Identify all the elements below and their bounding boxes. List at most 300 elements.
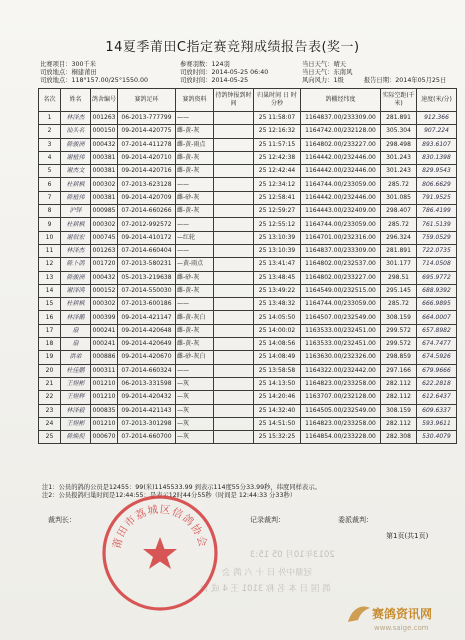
table-row bbox=[39, 178, 457, 191]
col-header: 赛鸽足环 bbox=[118, 89, 176, 112]
table-cell: 695.9772 bbox=[417, 271, 457, 284]
table-cell: 雌-黄-灰 bbox=[176, 284, 214, 297]
table-cell: 301.243 bbox=[381, 165, 417, 178]
col-header: 持鸽钟报到时间 bbox=[214, 89, 254, 112]
table-cell bbox=[214, 178, 254, 191]
table-cell bbox=[214, 298, 254, 311]
table-cell: 1164505.00/232549.00 bbox=[301, 404, 381, 417]
table-cell bbox=[214, 138, 254, 151]
table-cell: 07-2014-660324 bbox=[118, 364, 176, 377]
table-cell: 25 bbox=[39, 431, 61, 444]
pigeon-logo-icon bbox=[348, 607, 370, 622]
table-cell: 4 bbox=[39, 151, 61, 164]
table-cell: —— bbox=[176, 298, 214, 311]
table-row bbox=[39, 364, 457, 377]
table-cell: 07-2013-623128 bbox=[118, 178, 176, 191]
table-cell: 陈植伟 bbox=[61, 191, 91, 204]
table-header-row bbox=[39, 89, 457, 112]
table-cell: 25 14:05:50 bbox=[254, 311, 301, 324]
table-cell: 000302 bbox=[91, 218, 118, 231]
table-cell bbox=[214, 351, 254, 364]
table-cell: 000432 bbox=[91, 271, 118, 284]
table-cell: 09-2014-410172 bbox=[118, 231, 176, 244]
table-cell: 雌-砂-灰 bbox=[176, 191, 214, 204]
appointed-judge-label: 委派裁判： bbox=[338, 516, 373, 524]
table-cell bbox=[214, 112, 254, 125]
table-cell: 王煜彬 bbox=[61, 377, 91, 390]
table-row bbox=[39, 191, 457, 204]
table-cell: 25 11:57:15 bbox=[254, 138, 301, 151]
table-cell: 664.0007 bbox=[417, 311, 457, 324]
table-cell: 09-2014-420432 bbox=[118, 391, 176, 404]
table-cell: 2 bbox=[39, 125, 61, 138]
table-cell: 王煜辉 bbox=[61, 391, 91, 404]
col-header: 名次 bbox=[39, 89, 61, 112]
table-cell: 001263 bbox=[91, 112, 118, 125]
table-cell: 1164742.00/232128.00 bbox=[301, 125, 381, 138]
table-cell: 000381 bbox=[91, 191, 118, 204]
table-cell: 1164443.00/232409.00 bbox=[301, 205, 381, 218]
table-cell: 22 bbox=[39, 391, 61, 404]
table-cell: 汕头名 bbox=[61, 125, 91, 138]
table-cell bbox=[214, 231, 254, 244]
page-number: 第1页(共1页) bbox=[386, 532, 429, 540]
table-cell: 07-2012-992572 bbox=[118, 218, 176, 231]
table-cell: 001720 bbox=[91, 258, 118, 271]
table-cell: 25 15:32:25 bbox=[254, 431, 301, 444]
table-cell bbox=[214, 431, 254, 444]
table-cell: 10 bbox=[39, 231, 61, 244]
table-cell: 679.9666 bbox=[417, 364, 457, 377]
table-cell: —— bbox=[176, 218, 214, 231]
table-cell bbox=[214, 377, 254, 390]
table-cell: —灰 bbox=[176, 377, 214, 390]
table-cell: 谢泽鸿 bbox=[61, 284, 91, 297]
info-item: 报告日期：2014年05月25日 bbox=[363, 77, 447, 84]
table-cell: 657.8982 bbox=[417, 324, 457, 337]
table-cell: 9 bbox=[39, 218, 61, 231]
table-cell: —— bbox=[176, 364, 214, 377]
table-cell: 林泽鹅 bbox=[61, 311, 91, 324]
info-item: 比赛项目：300千米 bbox=[40, 61, 97, 68]
table-cell: 301.177 bbox=[381, 258, 417, 271]
table-cell: 09-2014-420648 bbox=[118, 324, 176, 337]
table-cell: —灰 bbox=[176, 391, 214, 404]
table-cell: 000241 bbox=[91, 324, 118, 337]
table-cell: 王煜彬 bbox=[61, 417, 91, 430]
table-cell: 1164442.00/232446.00 bbox=[301, 191, 381, 204]
table-cell: —— bbox=[176, 244, 214, 257]
table-cell: —— bbox=[176, 112, 214, 125]
table-row bbox=[39, 338, 457, 351]
table-cell: 308.159 bbox=[381, 404, 417, 417]
table-cell: 791.9525 bbox=[417, 191, 457, 204]
table-cell: 13 bbox=[39, 271, 61, 284]
table-cell: 25 12:59:27 bbox=[254, 205, 301, 218]
table-cell: 25 12:16:32 bbox=[254, 125, 301, 138]
table-row bbox=[39, 244, 457, 257]
table-cell: 19 bbox=[39, 351, 61, 364]
table-cell: 000745 bbox=[91, 231, 118, 244]
results-table bbox=[38, 88, 457, 444]
table-cell: 285.72 bbox=[381, 218, 417, 231]
table-cell: 299.572 bbox=[381, 338, 417, 351]
col-header: 赛鸽资料 bbox=[176, 89, 214, 112]
table-cell: 09-2014-420670 bbox=[118, 351, 176, 364]
table-cell: 000241 bbox=[91, 338, 118, 351]
table-cell: 23 bbox=[39, 404, 61, 417]
table-cell: 282.112 bbox=[381, 377, 417, 390]
table-cell: 305.304 bbox=[381, 125, 417, 138]
table-cell: 杜佳鹏 bbox=[61, 364, 91, 377]
table-cell: 1163533.00/232451.00 bbox=[301, 338, 381, 351]
bleed-through-text: 鸽 国 日 本 名 称 3101 王 4 成 台 bbox=[200, 584, 331, 594]
col-header: 鸽棚经纬度 bbox=[301, 89, 381, 112]
table-cell: 688.9392 bbox=[417, 284, 457, 297]
table-cell: 001263 bbox=[91, 244, 118, 257]
table-cell: —黄-雨点 bbox=[176, 258, 214, 271]
table-cell: 25 14:00:02 bbox=[254, 324, 301, 337]
table-cell: 雌-砂-灰 bbox=[176, 271, 214, 284]
table-row bbox=[39, 377, 457, 390]
table-cell: 06-2013-331598 bbox=[118, 377, 176, 390]
table-cell: 25 12:55:12 bbox=[254, 218, 301, 231]
table-cell: 雌-黄-灰 bbox=[176, 338, 214, 351]
info-item: 参赛羽数：124羽 bbox=[180, 61, 230, 68]
table-cell: 1164823.00/233258.00 bbox=[301, 417, 381, 430]
table-cell: 谢植伟 bbox=[61, 151, 91, 164]
table-cell: 530.4079 bbox=[417, 431, 457, 444]
table-cell: 陈骏洲 bbox=[61, 271, 91, 284]
table-cell: 298.498 bbox=[381, 138, 417, 151]
table-cell: 281.891 bbox=[381, 244, 417, 257]
table-cell: 282.112 bbox=[381, 417, 417, 430]
info-item: 风向风力：1级 bbox=[302, 77, 344, 84]
table-cell: 1164507.00/232549.00 bbox=[301, 311, 381, 324]
table-cell: —— bbox=[176, 178, 214, 191]
table-row bbox=[39, 205, 457, 218]
official-seal-stamp bbox=[98, 491, 222, 615]
table-cell: 722.0735 bbox=[417, 244, 457, 257]
table-cell: 雌-黄-灰 bbox=[176, 165, 214, 178]
table-cell bbox=[214, 244, 254, 257]
table-row bbox=[39, 284, 457, 297]
table-cell: 25 12:42:44 bbox=[254, 165, 301, 178]
table-row bbox=[39, 231, 457, 244]
table-cell: 786.4199 bbox=[417, 205, 457, 218]
table-cell: 沪铎 bbox=[61, 205, 91, 218]
table-cell: 714.0508 bbox=[417, 258, 457, 271]
table-row bbox=[39, 311, 457, 324]
table-cell bbox=[214, 271, 254, 284]
table-cell: 07-2014-660266 bbox=[118, 205, 176, 218]
table-cell: —灰 bbox=[176, 417, 214, 430]
table-cell: 296.324 bbox=[381, 231, 417, 244]
table-cell: 001210 bbox=[91, 417, 118, 430]
table-cell: 1164837.00/233309.00 bbox=[301, 244, 381, 257]
info-item: 当日天气：东南风 bbox=[302, 69, 353, 76]
table-cell: 830.1398 bbox=[417, 151, 457, 164]
table-cell: 000835 bbox=[91, 404, 118, 417]
table-cell: 1164837.00/233309.00 bbox=[301, 112, 381, 125]
table-cell: 林泽杰 bbox=[61, 112, 91, 125]
table-cell: 18 bbox=[39, 338, 61, 351]
table-cell: 893.6107 bbox=[417, 138, 457, 151]
table-cell: 25 13:48:45 bbox=[254, 271, 301, 284]
table-cell: 282.308 bbox=[381, 431, 417, 444]
table-cell bbox=[214, 417, 254, 430]
table-cell: 282.112 bbox=[381, 391, 417, 404]
table-row bbox=[39, 165, 457, 178]
table-cell: 09-2014-420649 bbox=[118, 338, 176, 351]
table-cell: 1164744.00/233059.00 bbox=[301, 218, 381, 231]
table-cell: 829.9543 bbox=[417, 165, 457, 178]
info-item: 司放地点：桐建莆田 bbox=[40, 69, 97, 76]
table-cell: 25 13:10:39 bbox=[254, 244, 301, 257]
table-cell: 07-2013-600186 bbox=[118, 298, 176, 311]
table-row bbox=[39, 404, 457, 417]
table-cell: 1164744.00/233059.00 bbox=[301, 178, 381, 191]
table-cell: 000399 bbox=[91, 311, 118, 324]
table-cell: 301.243 bbox=[381, 151, 417, 164]
table-cell: 000985 bbox=[91, 205, 118, 218]
table-cell: 1164854.00/233228.00 bbox=[301, 431, 381, 444]
table-cell: 07-2013-301298 bbox=[118, 417, 176, 430]
table-cell: 25 14:51:50 bbox=[254, 417, 301, 430]
table-row bbox=[39, 351, 457, 364]
table-cell: 1163533.00/232451.00 bbox=[301, 324, 381, 337]
table-cell: 陈卜鸽 bbox=[61, 258, 91, 271]
table-cell: 06-2013-777799 bbox=[118, 112, 176, 125]
col-header: 鸽舍编号 bbox=[91, 89, 118, 112]
table-cell: 雌-黄-灰 bbox=[176, 324, 214, 337]
table-cell: 07-2014-660700 bbox=[118, 431, 176, 444]
table-cell: 912.366 bbox=[417, 112, 457, 125]
table-row bbox=[39, 258, 457, 271]
table-cell: 雌-黄-灰白 bbox=[176, 311, 214, 324]
info-item: 当日天气：晴天 bbox=[302, 61, 347, 68]
table-cell: 14 bbox=[39, 284, 61, 297]
table-cell: 09-2014-420709 bbox=[118, 191, 176, 204]
table-cell: 25 13:48:32 bbox=[254, 298, 301, 311]
table-cell: 25 13:41:47 bbox=[254, 258, 301, 271]
table-cell bbox=[214, 205, 254, 218]
table-cell: 1164549.00/232515.00 bbox=[301, 284, 381, 297]
table-cell: 雌-黄-灰 bbox=[176, 125, 214, 138]
table-row bbox=[39, 112, 457, 125]
table-cell: 674.5926 bbox=[417, 351, 457, 364]
table-cell: 林泽毅 bbox=[61, 404, 91, 417]
table-cell bbox=[214, 338, 254, 351]
table-cell: 299.572 bbox=[381, 324, 417, 337]
table-cell bbox=[214, 165, 254, 178]
info-item: 司放地点：118°157.00/25°1550.00 bbox=[40, 77, 149, 84]
table-cell: 25 13:49:22 bbox=[254, 284, 301, 297]
footnote: 注2：公员报鸽归巢时间是12:44:55：是表示12时44分55秒（时间是 12:44:33 分33秒） bbox=[42, 492, 297, 499]
table-cell: 25 11:58:07 bbox=[254, 112, 301, 125]
table-cell: 000432 bbox=[91, 138, 118, 151]
table-cell: 雌-黄-灰 bbox=[176, 205, 214, 218]
table-cell: 609.6337 bbox=[417, 404, 457, 417]
table-cell: 001210 bbox=[91, 377, 118, 390]
chief-judge-label: 裁判长： bbox=[48, 516, 76, 524]
table-cell: 17 bbox=[39, 324, 61, 337]
table-cell: 298.407 bbox=[381, 205, 417, 218]
table-row bbox=[39, 431, 457, 444]
table-row bbox=[39, 218, 457, 231]
table-row bbox=[39, 324, 457, 337]
table-cell: 11 bbox=[39, 244, 61, 257]
table-cell: 301.085 bbox=[381, 191, 417, 204]
table-cell: 1164823.00/233258.00 bbox=[301, 377, 381, 390]
table-row bbox=[39, 151, 457, 164]
table-cell: 1164442.00/232446.00 bbox=[301, 165, 381, 178]
table-cell: 09-2014-420775 bbox=[118, 125, 176, 138]
table-cell: 1164442.00/232446.00 bbox=[301, 151, 381, 164]
table-cell: 1164701.00/232316.00 bbox=[301, 231, 381, 244]
page-title: 14夏季莆田C指定赛竞翔成绩报告表(奖一) bbox=[105, 40, 360, 55]
table-cell: 000670 bbox=[91, 431, 118, 444]
table-cell: 298.51 bbox=[381, 271, 417, 284]
table-cell: 杜耕枫 bbox=[61, 178, 91, 191]
table-cell: 622.2818 bbox=[417, 377, 457, 390]
table-cell: 1164322.00/232442.00 bbox=[301, 364, 381, 377]
table-cell: 雌-黄-灰 bbox=[176, 151, 214, 164]
table-cell: 25 14:08:56 bbox=[254, 338, 301, 351]
table-cell: 07-2013-580231 bbox=[118, 258, 176, 271]
table-cell: 612.6437 bbox=[417, 391, 457, 404]
table-cell: 001210 bbox=[91, 391, 118, 404]
table-cell: 907.224 bbox=[417, 125, 457, 138]
table-cell: 000150 bbox=[91, 125, 118, 138]
table-cell: 674.7477 bbox=[417, 338, 457, 351]
table-cell bbox=[214, 151, 254, 164]
table-cell: 000886 bbox=[91, 351, 118, 364]
table-body bbox=[39, 112, 457, 444]
table-cell bbox=[214, 404, 254, 417]
table-cell: 000152 bbox=[91, 284, 118, 297]
table-cell: 07-2014-550030 bbox=[118, 284, 176, 297]
table-cell: 5 bbox=[39, 165, 61, 178]
table-cell: 000302 bbox=[91, 178, 118, 191]
table-cell: 雌-黄-雨点 bbox=[176, 138, 214, 151]
col-header: 速度(米/分) bbox=[417, 89, 457, 112]
table-cell: 09-2014-421143 bbox=[118, 404, 176, 417]
table-cell: 杜耕枫 bbox=[61, 218, 91, 231]
watermark-url: www.saige.com bbox=[374, 624, 429, 632]
table-cell: 000381 bbox=[91, 151, 118, 164]
table-cell: 761.5139 bbox=[417, 218, 457, 231]
table-cell: 16 bbox=[39, 311, 61, 324]
table-cell: 1164802.00/233227.00 bbox=[301, 138, 381, 151]
table-cell: 1164744.00/233059.00 bbox=[301, 298, 381, 311]
table-cell: 1164802.00/232537.00 bbox=[301, 258, 381, 271]
table-cell: 000311 bbox=[91, 364, 118, 377]
table-cell: —灰 bbox=[176, 404, 214, 417]
table-cell: 297.166 bbox=[381, 364, 417, 377]
table-cell: 285.72 bbox=[381, 298, 417, 311]
table-cell: 陈焕倪 bbox=[61, 431, 91, 444]
table-cell: 20 bbox=[39, 364, 61, 377]
table-cell bbox=[214, 258, 254, 271]
table-cell: 25 13:58:58 bbox=[254, 364, 301, 377]
table-cell: 6 bbox=[39, 178, 61, 191]
table-cell: 295.145 bbox=[381, 284, 417, 297]
table-cell: 1164802.00/233227.00 bbox=[301, 271, 381, 284]
table-cell: 000381 bbox=[91, 165, 118, 178]
table-cell bbox=[214, 364, 254, 377]
table-cell: 扇 bbox=[61, 324, 91, 337]
table-cell: 25 14:32:40 bbox=[254, 404, 301, 417]
table-cell: 21 bbox=[39, 377, 61, 390]
table-cell: 25 12:58:41 bbox=[254, 191, 301, 204]
table-cell: 扇 bbox=[61, 338, 91, 351]
col-header: 姓名 bbox=[61, 89, 91, 112]
site-watermark bbox=[342, 598, 462, 636]
table-row bbox=[39, 298, 457, 311]
table-cell: 陈骏洲 bbox=[61, 138, 91, 151]
table-cell: —红轮 bbox=[176, 231, 214, 244]
table-cell: 806.6629 bbox=[417, 178, 457, 191]
table-cell: 05-2013-219638 bbox=[118, 271, 176, 284]
table-cell: 09-2014-421147 bbox=[118, 311, 176, 324]
table-row bbox=[39, 271, 457, 284]
table-cell bbox=[214, 391, 254, 404]
table-cell bbox=[214, 125, 254, 138]
table-cell: 杜耕枫 bbox=[61, 298, 91, 311]
table-cell bbox=[214, 324, 254, 337]
table-cell: 07-2014-660404 bbox=[118, 244, 176, 257]
watermark-brand: 赛鸽资讯网 bbox=[372, 607, 433, 621]
col-header: 归巢时间 日 时分秒 bbox=[254, 89, 301, 112]
seal-star-icon bbox=[143, 537, 177, 569]
record-judge-label: 记录裁判： bbox=[250, 516, 285, 524]
table-row bbox=[39, 138, 457, 151]
table-cell: 593.9611 bbox=[417, 417, 457, 430]
table-cell: 759.0529 bbox=[417, 231, 457, 244]
table-cell: 雌-砂-灰白 bbox=[176, 351, 214, 364]
table-cell: 25 14:20:46 bbox=[254, 391, 301, 404]
col-header: 实际空距(千米) bbox=[381, 89, 417, 112]
bleed-through-text: 2013年10月 05 15:3 bbox=[250, 550, 335, 560]
table-row bbox=[39, 391, 457, 404]
table-row bbox=[39, 417, 457, 430]
table-cell: 308.159 bbox=[381, 311, 417, 324]
info-item: 司放时间：2014-05-25 bbox=[180, 77, 249, 84]
table-cell: 666.9895 bbox=[417, 298, 457, 311]
table-cell: 1163707.00/232128.00 bbox=[301, 391, 381, 404]
table-cell: 285.72 bbox=[381, 178, 417, 191]
footnote: 注1：公员的鸽的公员是12455：99(米)1145533.99 到表示114度55分33.99秒，纬度同样表示。 bbox=[42, 484, 321, 491]
table-cell bbox=[214, 218, 254, 231]
table-cell: 298.859 bbox=[381, 351, 417, 364]
table-cell: 09-2014-420710 bbox=[118, 151, 176, 164]
bleed-through-text: 冠鼎中外 日 十 六 鸽 会 bbox=[222, 568, 313, 578]
table-cell: 15 bbox=[39, 298, 61, 311]
table-cell: 25 14:08:49 bbox=[254, 351, 301, 364]
table-cell: 09-2014-420716 bbox=[118, 165, 176, 178]
table-cell: 000302 bbox=[91, 298, 118, 311]
table-cell: 洪弟 bbox=[61, 351, 91, 364]
table-cell: 25 14:13:50 bbox=[254, 377, 301, 390]
table-cell: 25 13:10:39 bbox=[254, 231, 301, 244]
table-cell: 谢杰文 bbox=[61, 165, 91, 178]
table-cell: 25 12:34:12 bbox=[254, 178, 301, 191]
info-item: 司放时间：2014-05-25 06:40 bbox=[180, 69, 269, 76]
table-cell: 1 bbox=[39, 112, 61, 125]
table-cell: 07-2014-411278 bbox=[118, 138, 176, 151]
table-cell: 1163630.00/232326.00 bbox=[301, 351, 381, 364]
